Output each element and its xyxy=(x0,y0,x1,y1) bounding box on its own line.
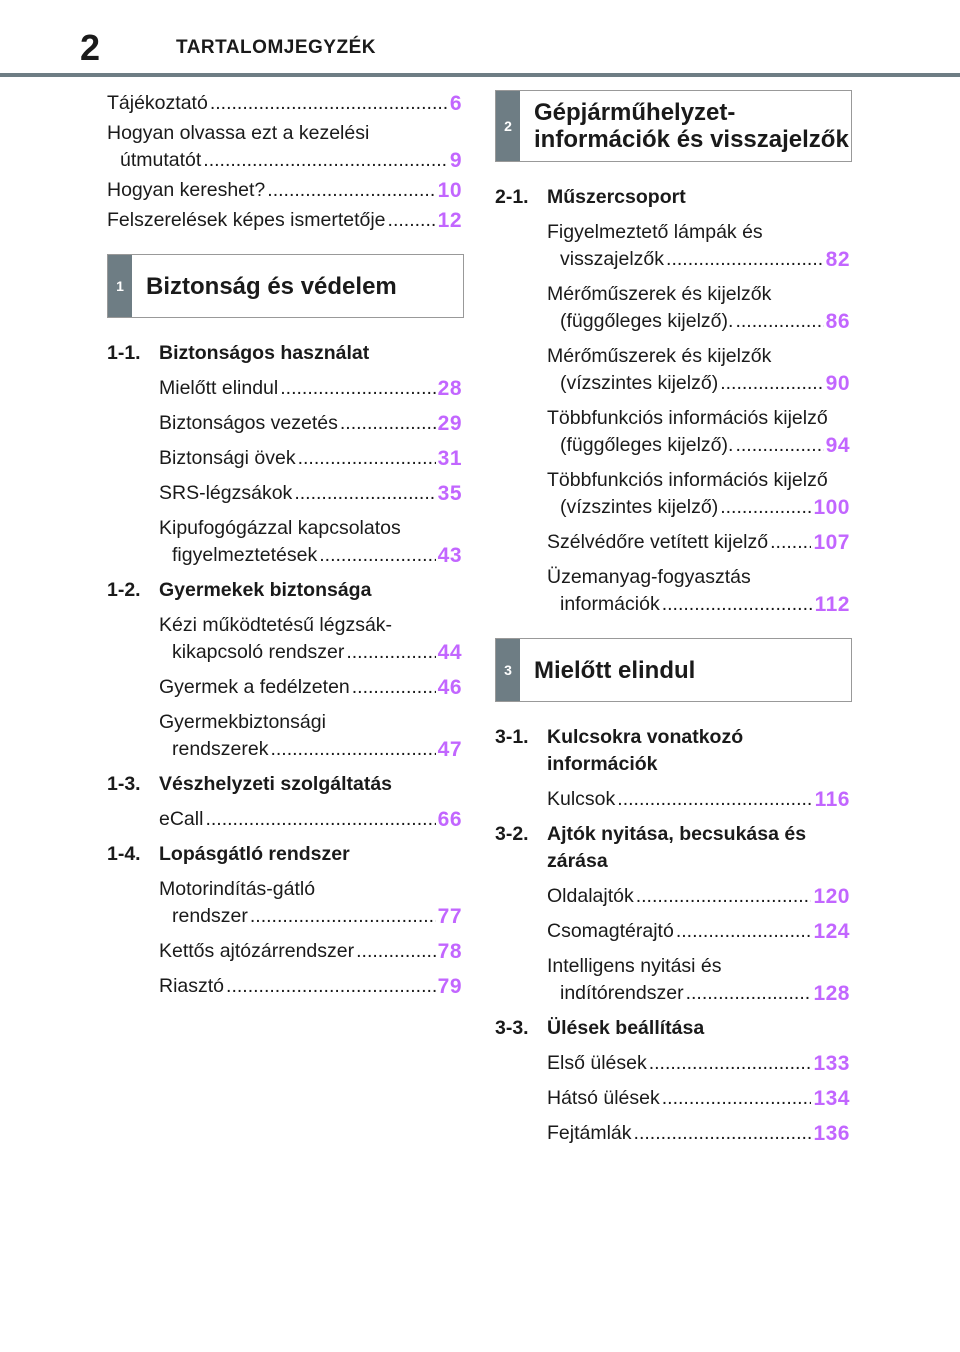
toc-page-number[interactable]: 107 xyxy=(813,531,850,554)
section-tab: 1 xyxy=(108,255,132,317)
dot-leader xyxy=(356,938,436,965)
toc-entry[interactable] xyxy=(159,806,462,833)
toc-page-number[interactable]: 112 xyxy=(814,593,850,616)
toc-entry[interactable] xyxy=(547,405,850,459)
dot-leader xyxy=(676,918,812,945)
dot-leader xyxy=(666,246,824,273)
subsection-heading xyxy=(107,577,462,604)
toc-page-number[interactable]: 90 xyxy=(825,372,850,395)
subsection-number: 3-3. xyxy=(495,1017,529,1039)
toc-list xyxy=(159,375,462,569)
toc-entry-text: Gyermekbiztonsági xyxy=(159,711,326,733)
toc-entry-text: (függőleges kijelző). xyxy=(560,310,734,332)
toc-list xyxy=(547,883,850,1007)
dot-leader xyxy=(346,639,435,666)
toc-list xyxy=(547,786,850,813)
toc-entry-text: Többfunkciós információs kijelző xyxy=(547,407,828,429)
toc-entry-text: (függőleges kijelző). xyxy=(560,434,734,456)
page-header xyxy=(0,0,960,78)
page-number: 2 xyxy=(80,27,101,68)
subsection-number: 1-3. xyxy=(107,773,141,795)
toc-entry-text: indítórendszer xyxy=(560,982,684,1004)
toc-entry[interactable] xyxy=(159,876,462,930)
toc-entry-text: rendszerek xyxy=(172,738,269,760)
dot-leader xyxy=(662,591,813,618)
toc-entry-text: Többfunkciós információs kijelző xyxy=(547,469,828,491)
toc-entry-text: Figyelmeztető lámpák és xyxy=(547,221,763,243)
dot-leader xyxy=(636,883,812,910)
subsection-title: Kulcsokra vonatkozó információk xyxy=(547,726,744,775)
dot-leader xyxy=(720,494,811,521)
toc-page-number[interactable]: 128 xyxy=(813,982,850,1005)
toc-list xyxy=(547,1050,850,1147)
subsection-heading xyxy=(495,724,850,778)
toc-entry-text: rendszer xyxy=(172,905,248,927)
dot-leader xyxy=(205,806,435,833)
toc-page-number[interactable]: 9 xyxy=(449,149,462,172)
section-3-header xyxy=(495,638,852,702)
toc-entry-text: Mielőtt elindul xyxy=(159,377,279,399)
toc-entry[interactable] xyxy=(547,564,850,618)
dot-leader xyxy=(388,207,436,234)
toc-list xyxy=(159,876,462,1000)
section-title: Mielőtt elindul xyxy=(534,656,696,684)
toc-page-number[interactable]: 124 xyxy=(813,920,850,943)
toc-entry[interactable] xyxy=(159,612,462,666)
toc-page-number[interactable]: 28 xyxy=(437,377,462,400)
toc-page-number[interactable]: 10 xyxy=(437,179,462,202)
dot-leader xyxy=(735,432,823,459)
toc-entry[interactable] xyxy=(547,953,850,1007)
toc-entry[interactable] xyxy=(159,674,462,701)
toc-entry-text: Kettős ajtózárrendszer xyxy=(159,940,355,962)
toc-entry[interactable] xyxy=(547,343,850,397)
toc-entry[interactable] xyxy=(547,786,850,813)
subsection-heading xyxy=(495,821,850,875)
dot-leader xyxy=(649,1050,812,1077)
toc-entry-text: eCall xyxy=(159,808,204,830)
toc-page-number[interactable]: 77 xyxy=(437,905,462,928)
dot-leader xyxy=(340,410,436,437)
toc-page-number[interactable]: 35 xyxy=(437,482,462,505)
toc-entry[interactable] xyxy=(159,410,462,437)
toc-page-number[interactable]: 44 xyxy=(437,641,462,664)
subsection-number: 1-4. xyxy=(107,843,141,865)
section-title-line: Gépjárműhelyzet- xyxy=(534,99,736,126)
toc-entry[interactable] xyxy=(547,281,850,335)
subsection-title: Ülések beállítása xyxy=(547,1017,705,1039)
toc-entry[interactable] xyxy=(159,445,462,472)
toc-page-number[interactable]: 47 xyxy=(437,738,462,761)
dot-leader xyxy=(319,542,435,569)
toc-entry[interactable] xyxy=(159,515,462,569)
subsection-title: Biztonságos használat xyxy=(159,342,370,364)
section-1-header xyxy=(107,254,464,318)
dot-leader xyxy=(210,90,448,117)
dot-leader xyxy=(735,308,823,335)
subsection-heading xyxy=(107,841,462,868)
toc-entry-text: Oldalajtók xyxy=(547,885,634,907)
toc-page-number[interactable]: 82 xyxy=(825,248,850,271)
subsection-title: Lopásgátló rendszer xyxy=(159,843,350,865)
dot-leader xyxy=(267,177,435,204)
toc-page-number[interactable]: 46 xyxy=(437,676,462,699)
toc-entry[interactable] xyxy=(547,1085,850,1112)
toc-page-number[interactable]: 78 xyxy=(437,940,462,963)
toc-page-number[interactable]: 100 xyxy=(813,496,850,519)
toc-entry-text: Mérőműszerek és kijelzők xyxy=(547,283,772,305)
subsection-title: Vészhelyzeti szolgáltatás xyxy=(159,773,393,795)
toc-page-number[interactable]: 29 xyxy=(437,412,462,435)
header-rule xyxy=(0,73,960,77)
toc-entry[interactable] xyxy=(159,375,462,402)
toc-entry[interactable] xyxy=(547,467,850,521)
toc-entry[interactable] xyxy=(547,883,850,910)
toc-entry-text: Biztonsági övek xyxy=(159,447,296,469)
toc-entry-text: Hogyan kereshet? xyxy=(107,179,266,201)
toc-page-number[interactable]: 43 xyxy=(437,544,462,567)
toc-page-number[interactable]: 12 xyxy=(437,209,462,232)
subsection-title: Ajtók nyitása, becsukása és zárása xyxy=(547,823,807,872)
toc-entry-text: Gyermek a fedélzeten xyxy=(159,676,350,698)
section-tab: 3 xyxy=(496,639,520,701)
header-title: TARTALOMJEGYZÉK xyxy=(176,37,376,58)
toc-entry-text: Intelligens nyitási és xyxy=(547,955,722,977)
dot-leader xyxy=(270,736,435,763)
toc-entry-text: Riasztó xyxy=(159,975,225,997)
toc-entry[interactable] xyxy=(159,480,462,507)
toc-entry-text: kikapcsoló rendszer xyxy=(172,641,345,663)
toc-page-number[interactable]: 94 xyxy=(825,434,850,457)
toc-list xyxy=(159,612,462,763)
toc-entry-text: Kézi működtetésű légzsák- xyxy=(159,614,393,636)
subsection-number: 2-1. xyxy=(495,186,529,208)
subsection-heading xyxy=(495,1015,850,1042)
dot-leader xyxy=(352,674,436,701)
section-title xyxy=(534,99,849,153)
dot-leader xyxy=(226,973,436,1000)
toc-page-number[interactable]: 120 xyxy=(813,885,850,908)
subsection-number: 1-2. xyxy=(107,579,141,601)
toc-entry-text: Motorindítás-gátló xyxy=(159,878,316,900)
toc-entry-text: útmutatót xyxy=(120,149,202,171)
toc-page-number[interactable]: 116 xyxy=(814,788,850,811)
subsection-heading xyxy=(107,771,462,798)
toc-entry[interactable] xyxy=(107,177,462,204)
toc-list xyxy=(547,219,850,618)
toc-entry[interactable] xyxy=(547,529,850,556)
toc-entry[interactable] xyxy=(547,918,850,945)
toc-list xyxy=(159,806,462,833)
toc-page-number[interactable]: 133 xyxy=(813,1052,850,1075)
dot-leader xyxy=(662,1085,812,1112)
dot-leader xyxy=(634,1120,812,1147)
left-column xyxy=(107,90,462,1000)
subsection-number: 3-1. xyxy=(495,726,529,748)
dot-leader xyxy=(280,375,435,402)
right-column xyxy=(495,90,850,1147)
section-tab: 2 xyxy=(496,91,520,161)
section-title: Biztonság és védelem xyxy=(146,272,397,300)
toc-entry-text: (vízszintes kijelző) xyxy=(560,372,719,394)
toc-entry[interactable] xyxy=(159,709,462,763)
section-2-header xyxy=(495,90,852,162)
toc-entry-text: Felszerelések képes ismertetője xyxy=(107,209,386,231)
toc-entry[interactable] xyxy=(107,120,462,174)
toc-page-number[interactable]: 79 xyxy=(437,975,462,998)
dot-leader xyxy=(298,445,436,472)
toc-entry[interactable] xyxy=(547,1120,850,1147)
toc-entry-text: Kipufogógázzal kapcsolatos xyxy=(159,517,401,539)
toc-entry-text: Szélvédőre vetített kijelző xyxy=(547,531,769,553)
toc-page-number[interactable]: 134 xyxy=(813,1087,850,1110)
toc-page-number[interactable]: 66 xyxy=(437,808,462,831)
dot-leader xyxy=(294,480,435,507)
dot-leader xyxy=(686,980,812,1007)
toc-entry-text: Hogyan olvassa ezt a kezelési xyxy=(107,122,370,144)
subsection-number: 1-1. xyxy=(107,342,141,364)
toc-entry-text: Csomagtérajtó xyxy=(547,920,674,942)
toc-entry-text: Biztonságos vezetés xyxy=(159,412,338,434)
toc-entry-text: Fejtámlák xyxy=(547,1122,632,1144)
toc-page-number[interactable]: 86 xyxy=(825,310,850,333)
toc-entry-text: Üzemanyag-fogyasztás xyxy=(547,566,751,588)
subsection-heading xyxy=(495,184,850,211)
toc-entry-text: Kulcsok xyxy=(547,788,616,810)
toc-entry-text: SRS-légzsákok xyxy=(159,482,293,504)
dot-leader xyxy=(203,147,448,174)
section-title-line: információk és visszajelzők xyxy=(534,126,849,153)
toc-entry[interactable] xyxy=(107,207,462,234)
toc-entry-text: Mérőműszerek és kijelzők xyxy=(547,345,772,367)
toc-entry-text: Tájékoztató xyxy=(107,92,208,114)
toc-page-number[interactable]: 31 xyxy=(437,447,462,470)
toc-entry[interactable] xyxy=(547,219,850,273)
subsection-title: Műszercsoport xyxy=(547,186,686,208)
toc-entry[interactable] xyxy=(547,1050,850,1077)
toc-page-number[interactable]: 136 xyxy=(813,1122,850,1145)
dot-leader xyxy=(617,786,812,813)
toc-entry-text: figyelmeztetések xyxy=(172,544,318,566)
toc-entry[interactable] xyxy=(159,938,462,965)
subsection-number: 3-2. xyxy=(495,823,529,845)
intro-list xyxy=(107,90,462,234)
toc-entry-text: visszajelzők xyxy=(560,248,665,270)
dot-leader xyxy=(250,903,436,930)
toc-entry[interactable] xyxy=(107,90,462,117)
subsection-heading xyxy=(107,340,462,367)
toc-entry-text: (vízszintes kijelző) xyxy=(560,496,719,518)
toc-entry-text: Első ülések xyxy=(547,1052,647,1074)
toc-entry-text: információk xyxy=(560,593,660,615)
toc-entry-text: Hátsó ülések xyxy=(547,1087,660,1109)
dot-leader xyxy=(720,370,823,397)
dot-leader xyxy=(770,529,811,556)
toc-entry[interactable] xyxy=(159,973,462,1000)
toc-page-number[interactable]: 6 xyxy=(449,92,462,115)
subsection-title: Gyermekek biztonsága xyxy=(159,579,372,601)
